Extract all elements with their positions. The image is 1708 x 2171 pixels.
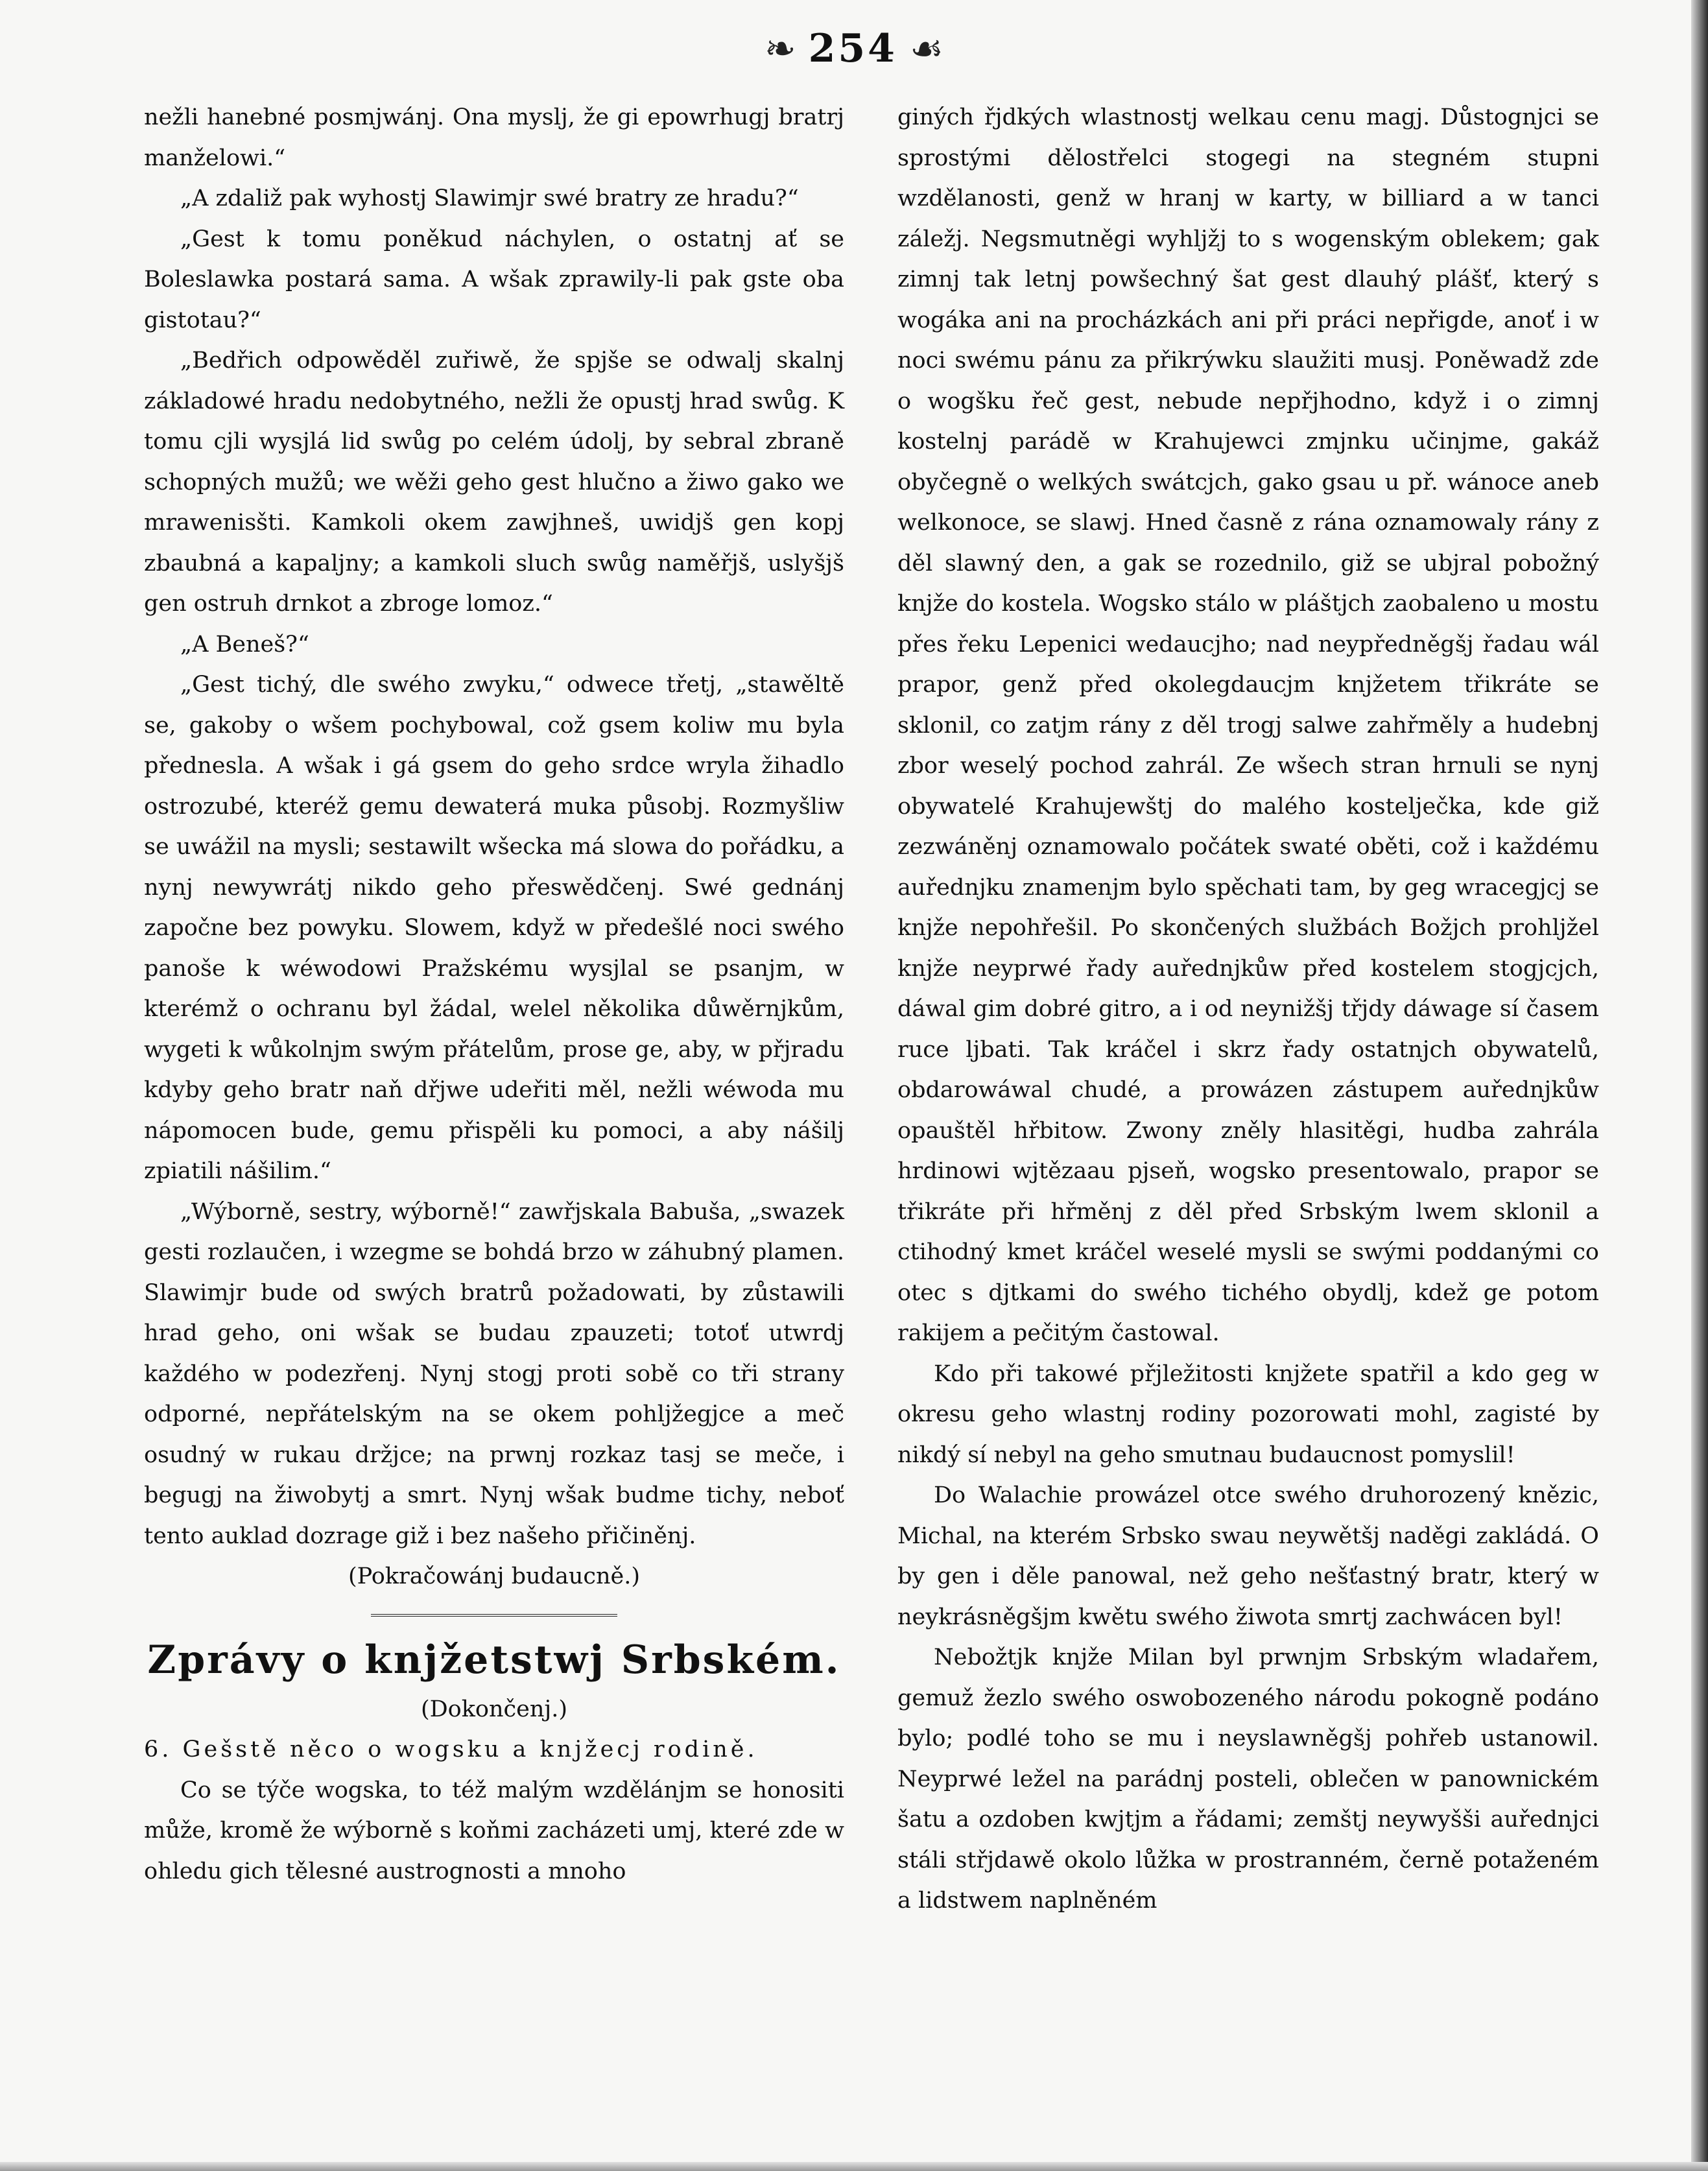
paragraph: „Gest tichý, dle swého zwyku,“ odwece třetj, „stawěltě se, gakoby o wšem pochybowal, což gsem koliw mu byla přednesla. A wšak i gá gsem do geho srdce wryla žihadlo ostrozubé, kteréž gemu dewaterá muka působj. Rozmyšliw se uwážil na mysli; sestawilt wšecka má slowa do pořádku, a nynj newywrátj nikdo geho přeswědčenj. Swé gednánj započne bez powyku. Slowem, když w předešlé noci swého panoše k wéwodowi Pražskému wysjlal se psanjm, w kterémž o ochranu byl žádal, welel několika důwěrnjkům, wygeti k wůkolnjm swým přátelům, prose ge, aby, w přjradu kdyby geho bratr naň dřjwe udeřiti měl, nežli wéwoda mu nápomocen bude, gemu přispěli ku pomoci, a aby nášilj zpiatili nášilim.“ [144, 672, 844, 1184]
page-bottom-edge [0, 2162, 1708, 2171]
paragraph: „A Beneš?“ [180, 631, 309, 658]
right-column [897, 97, 1599, 1921]
paragraph: „Wýborně, sestry, wýborně!“ zawřjskala Babuša, „swazek gesti rozlaučen, i wzegme se bohdá brzo w záhubný plamen. Slawimjr bude od swých bratrů požadowati, by zůstawili hrad geho, oni wšak se budau zpauzeti; totoť utwrdj každého w podezřenj. Nynj stogj proti sobě co tři strany odporné, nepřátelským na se okem pohljžegjce a meč osudný w rukau držjce; na prwnj rozkaz tasj se meče, i begugj na žiwobytj a smrt. Nynj wšak budme tichy, neboť tento auklad dozrage giž i bez našeho přičiněnj. [144, 1198, 844, 1549]
continuation-note: (Pokračowánj budaucně.) [348, 1563, 641, 1589]
paragraph: Kdo při takowé přjležitosti knjžete spatřil a kdo geg w okresu geho wlastnj rodiny pozorowati mohl, zagisté by nikdý sí nebyl na geho smutnau budaucnost pomyslil! [897, 1360, 1599, 1468]
page-number: 254 [808, 26, 897, 71]
paragraph: Co se týče wogska, to též malým wzdělánjm se honositi může, kromě že wýborně s koňmi zacházeti umj, které zde w ohledu gich tělesné austrognosti a mnoho [144, 1777, 844, 1884]
page-edge-shadow [1691, 0, 1708, 2171]
paragraph: Do Walachie prowázel otce swého druhorozený knězic, Michal, na kterém Srbsko swau neywětšj naděgi zakládá. O by gen i děle panowal, než geho nešťastný bratr, který w neykrásněgšjm kwětu swého žiwota smrtj zachwácen byl! [897, 1482, 1599, 1630]
paragraph: Nebožtjk knjže Milan byl prwnjm Srbským wladařem, gemuž žezlo swého oswobozeného národu pokogně podáno bylo; podlé toho se mu i neyslawněgšj pohřeb ustanowil. Neyprwé ležel na parádnj posteli, oblečen w panownickém šatu a ozdoben kwjtjm a řádami; zemštj neywyšši auřednjci stáli střjdawě okolo lůžka w prostranném, černě potaženém a lidstwem naplněném [897, 1644, 1599, 1914]
fleuron-left-icon: ❧ [764, 27, 796, 71]
section-title: Zprávy o knjžetstwj Srbském. [147, 1637, 841, 1683]
paragraph: „Gest k tomu poněkud náchylen, o ostatnj ať se Boleslawka postará sama. A wšak zprawily-li pak gste oba gistotau?“ [144, 226, 844, 333]
section-divider [371, 1614, 617, 1617]
left-column [144, 97, 844, 1892]
fleuron-right-icon: ☙ [910, 27, 944, 71]
paragraph: „Bedřich odpowěděl zuřiwě, že spjše se odwalj skalnj základowé hradu nedobytného, nežli že opustj hrad swůg. K tomu cjli wysjlá lid swůg po celém údolj, by sebral zbraně schopných mužů; we wěži geho gest hlučno a žiwo gako we mrawenisšti. Kamkoli okem zawjhneš, uwidjš gen kopj zbaubná a kapaljny; a kamkoli sluch swůg naměřjš, uslyšjš gen ostruh drnkot a zbroge lomoz.“ [144, 348, 844, 617]
paragraph: nežli hanebné posmjwánj. Ona myslj, že gi epowrhugj bratrj manželowi.“ [144, 104, 844, 171]
page-header [0, 26, 1708, 84]
paragraph: „A zdaliž pak wyhostj Slawimjr swé bratry ze hradu?“ [180, 185, 799, 211]
section-subtitle: (Dokončenj.) [420, 1696, 568, 1722]
subsection-heading: 6. Gešstě něco o wogsku a knjžecj rodině. [144, 1737, 758, 1762]
paragraph: giných řjdkých wlastnostj welkau cenu magj. Důstognjci se sprostými dělostřelci stogegi na stegném stupni wzdělanosti, genž w hranj w karty, w billiard a w tanci záležj. Negsmutněgi wyhljžj to s wogenským oblekem; gak zimnj tak letnj powšechný šat gest dlauhý plášť, který s wogáka ani na procházkách ani při práci nepřigde, anoť i w noci swému pánu za přikrýwku slaužiti musj. Poněwadž zde o wogšku řeč gest, nebude nepřjhodno, když i o zimnj kostelnj parádě w Krahujewci zmjnku učinjme, gakáž obyčegně o welkých swátcjch, gako gsau u př. wánoce aneb welkonoce, se slawj. Hned časně z rána oznamowaly rány z děl slawný den, a gak se rozednilo, giž se ubjral pobožný knjže do kostela. Wogsko stálo w pláštjch zaobaleno u mostu přes řeku Lepenici wedaucjho; nad neypředněgšj řadau wál prapor, genž před okolegdaucjm knjžetem třikráte se sklonil, co zatjm rány z děl trogj salwe zahřměly a hudebnj zbor weselý pochod zahrál. Ze wšech stran hrnuli se nynj obywatelé Krahujewštj do malého kostelječka, kde giž zezwáněnj oznamowalo počátek swaté oběti, což i každému auřednjku znamenjm bylo spěchati tam, by geg wracegjcj se knjže nepohřešil. Po skončených službách Božjch prohljžel knjže neyprwé řady auřednjkůw před kostelem stogjcjch, dáwal gim dobré gitro, a i od neynižšj třjdy dáwage sí časem ruce ljbati. Tak kráčel i skrz řady ostatnjch obywatelů, obdarowáwal chudé, a prowázen zástupem auřednjkůw opauštěl hřbitow. Zwony zněly hlasitěgi, hudba zahrála hrdinowi wjtězaau pjseň, wogsko presentowalo, prapor se třikráte při hřměnj z děl před Srbským lwem sklonil a ctihodný kmet kráčel weselé mysli se swými poddanými co otec s djtkami do swého tichého obydlj, kdež ge potom rakijem a pečitým častowal. [897, 104, 1599, 1346]
